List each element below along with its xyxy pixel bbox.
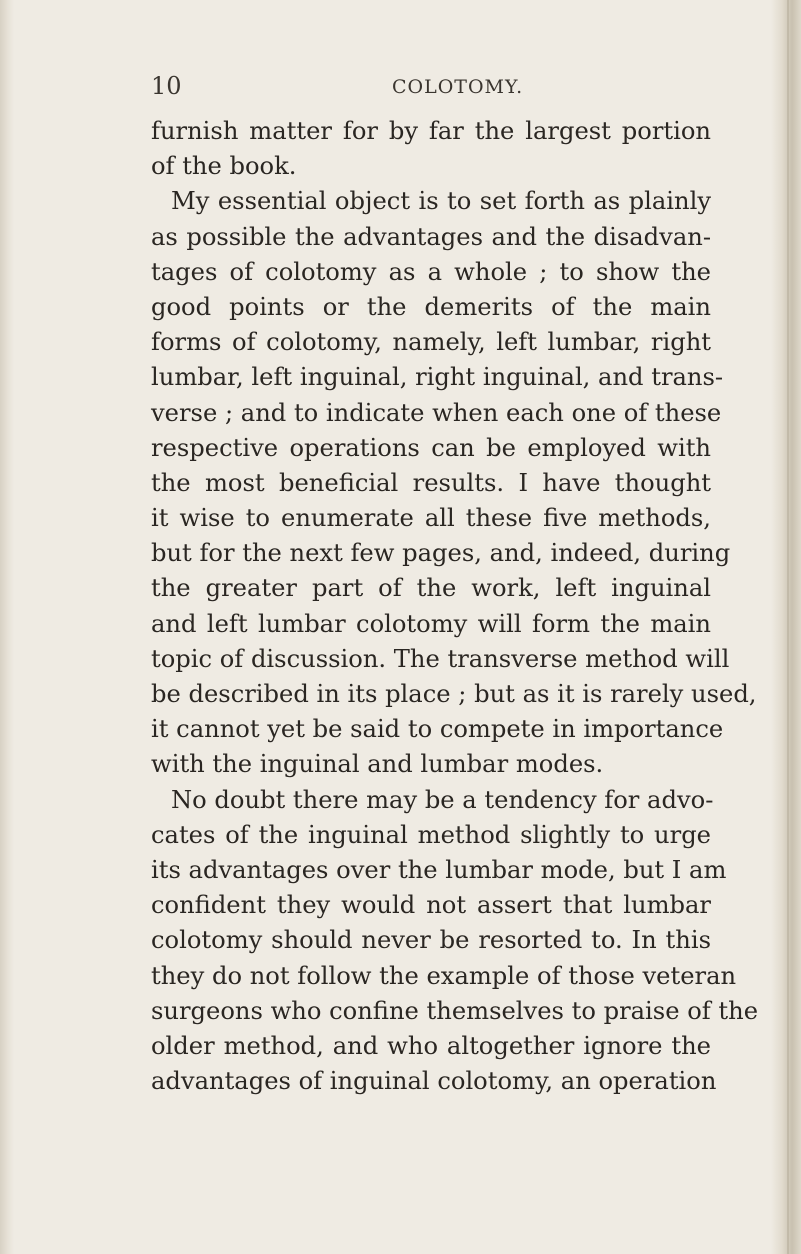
text-line: but for the next few pages, and, indeed, during — [151, 539, 731, 568]
text-line: confident they would not assert that lumbar — [151, 891, 711, 920]
text-line: No doubt there may be a tendency for advo- — [171, 785, 714, 814]
text-line: be described in its place ; but as it is rarely used, — [151, 680, 757, 708]
text-line: verse ; and to indicate when each one of these — [151, 398, 722, 427]
text-line: good points or the demerits of the main — [151, 292, 711, 321]
text-line: it wise to enumerate all these five methods, — [151, 504, 711, 533]
binding-edge — [0, 0, 14, 1254]
text-line: colotomy should never be resorted to. In this — [151, 926, 711, 955]
page-edge — [771, 0, 801, 1254]
text-line: furnish matter for by far the largest portion — [151, 117, 711, 145]
text-line: of the book. — [151, 152, 297, 181]
text-line: lumbar, left inguinal, right inguinal, and trans- — [151, 363, 724, 392]
text-line: My essential object is to set forth as plainly — [171, 187, 711, 216]
text-line: with the inguinal and lumbar modes. — [151, 750, 604, 779]
text-line: its advantages over the lumbar mode, but I am — [151, 855, 727, 884]
text-line: and left lumbar colotomy will form the main — [151, 609, 711, 638]
running-title: COLOTOMY. — [392, 76, 524, 98]
text-line: older method, and who altogether ignore the — [151, 1031, 711, 1060]
text-line: tages of colotomy as a whole ; to show the — [151, 257, 711, 286]
text-line: the greater part of the work, left inguinal — [151, 574, 711, 603]
text-line: respective operations can be employed with — [151, 433, 711, 462]
text-line: surgeons who confine themselves to praise of the — [151, 996, 759, 1025]
text-line: topic of discussion. The transverse method will — [151, 644, 730, 673]
text-line: forms of colotomy, namely, left lumbar, right — [151, 328, 711, 357]
text-line: the most beneficial results. I have thought — [151, 468, 711, 497]
text-line: advantages of inguinal colotomy, an operation — [151, 1067, 717, 1096]
body-text — [151, 114, 759, 1099]
text-line: they do not follow the example of those veteran — [151, 961, 737, 990]
page-edge-line — [787, 0, 789, 1254]
text-line: as possible the advantages and the disadvan- — [151, 222, 711, 251]
text-line: it cannot yet be said to compete in importance — [151, 715, 724, 744]
page-number: 10 — [151, 72, 182, 100]
text-line: cates of the inguinal method slightly to urge — [151, 820, 711, 849]
